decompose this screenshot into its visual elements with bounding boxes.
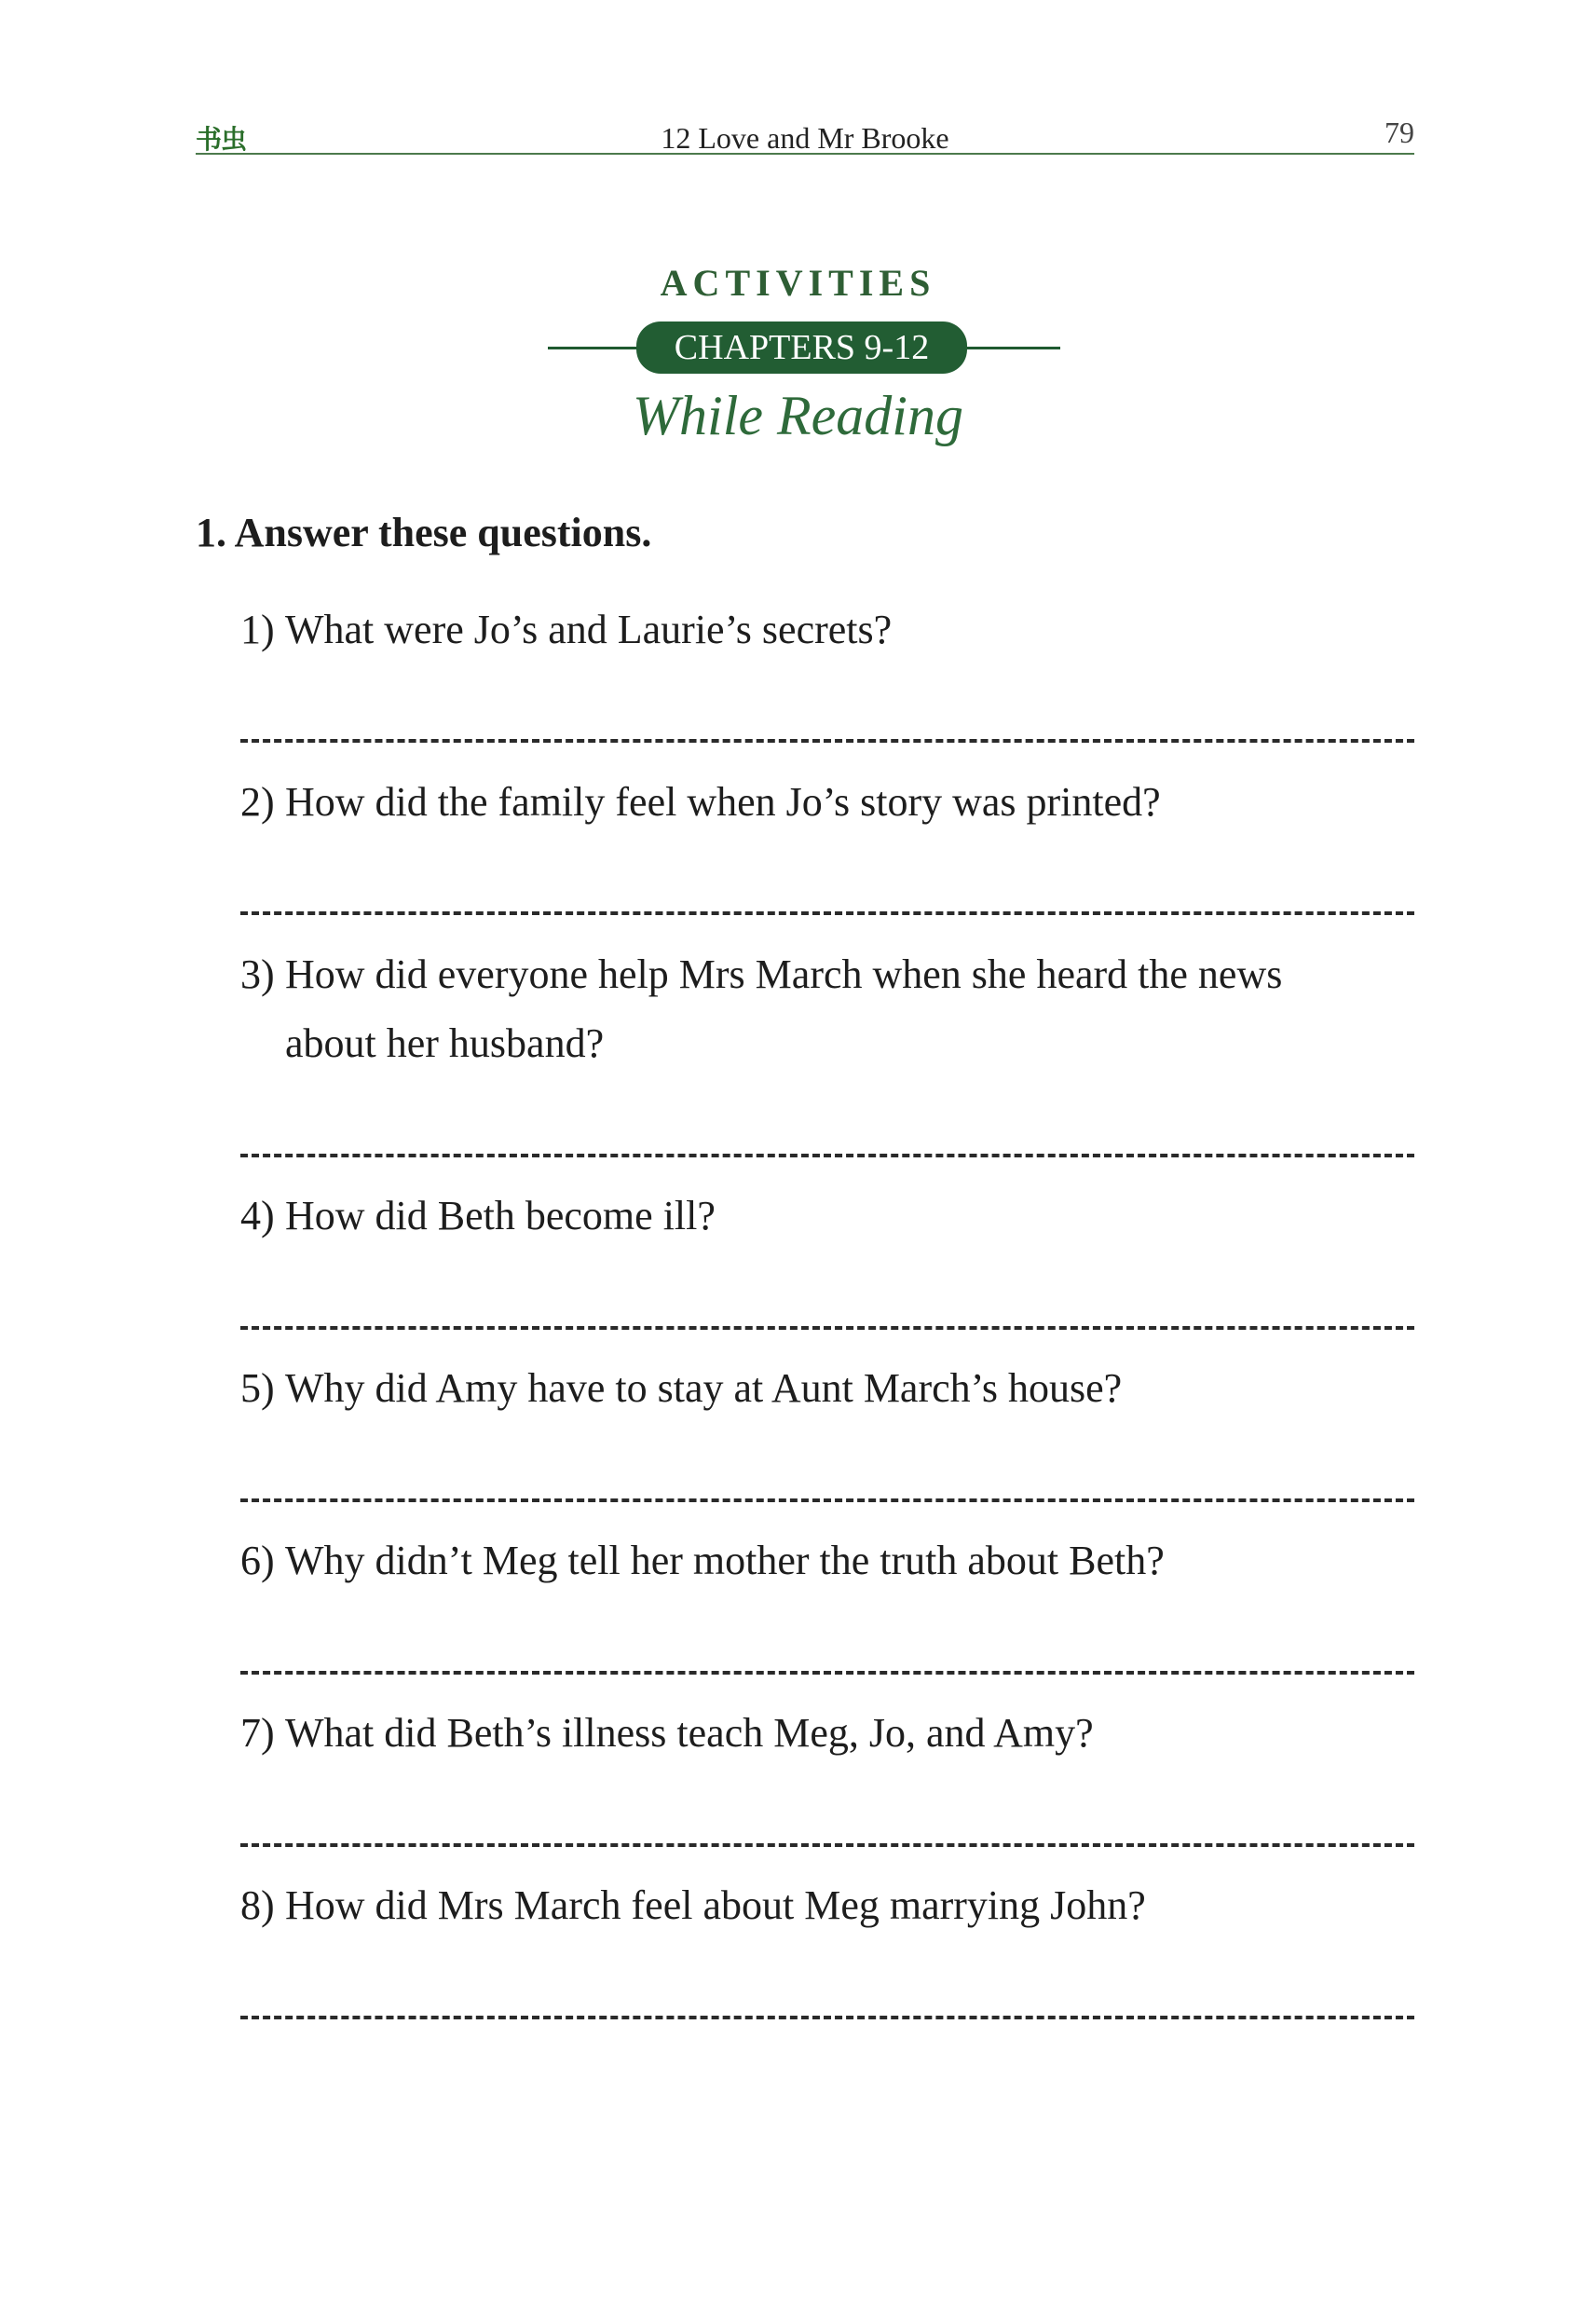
question-text: What did Beth’s illness teach Meg, Jo, and Amy?: [285, 1710, 1094, 1756]
question-text: Why didn’t Meg tell her mother the truth about Beth?: [285, 1538, 1165, 1583]
question-number: 5): [240, 1365, 275, 1411]
chapters-pill: CHAPTERS 9-12: [636, 321, 967, 374]
activities-label: ACTIVITIES: [660, 262, 936, 304]
question-number: 7): [240, 1710, 275, 1756]
question-text: How did Mrs March feel about Meg marrying John?: [285, 1882, 1146, 1928]
question-1: [240, 595, 1414, 664]
answer-line-7[interactable]: [240, 1843, 1414, 1847]
answer-line-3[interactable]: [240, 1154, 1414, 1157]
question-6: [240, 1526, 1414, 1595]
question-number: 1): [240, 607, 275, 652]
band-line-left: [548, 347, 650, 349]
question-number: 3): [240, 951, 275, 997]
page-number: 79: [1385, 116, 1414, 149]
section-subtitle: While Reading: [633, 385, 963, 446]
question-text: What were Jo’s and Laurie’s secrets?: [285, 607, 893, 652]
exercise-heading: 1. Answer these questions.: [196, 510, 652, 555]
question-text: How did everyone help Mrs March when she heard the news: [285, 951, 1283, 997]
answer-line-5[interactable]: [240, 1498, 1414, 1502]
question-4: [240, 1182, 1414, 1251]
answer-line-6[interactable]: [240, 1671, 1414, 1675]
question-text: How did Beth become ill?: [285, 1193, 716, 1238]
question-7: [240, 1699, 1414, 1768]
running-header: [196, 110, 1414, 157]
question-text: How did the family feel when Jo’s story was printed?: [285, 779, 1161, 825]
question-5: [240, 1354, 1414, 1423]
header-rule: [196, 153, 1414, 155]
answer-line-2[interactable]: [240, 911, 1414, 915]
band-line-right: [958, 347, 1060, 349]
answer-line-1[interactable]: [240, 739, 1414, 743]
question-number: 8): [240, 1882, 275, 1928]
chapter-title: 12 Love and Mr Brooke: [661, 121, 949, 155]
series-logo: 书虫: [196, 124, 247, 155]
question-number: 6): [240, 1538, 275, 1583]
question-3: [240, 940, 1414, 1078]
answer-line-8[interactable]: [240, 2016, 1414, 2019]
question-8: [240, 1871, 1414, 1940]
chapters-band: [548, 321, 1060, 374]
question-text: Why did Amy have to stay at Aunt March’s house?: [285, 1365, 1123, 1411]
question-text-continued: about her husband?: [285, 1020, 605, 1066]
question-2: [240, 768, 1414, 837]
question-number: 4): [240, 1193, 275, 1238]
question-number: 2): [240, 779, 275, 825]
answer-line-4[interactable]: [240, 1326, 1414, 1330]
